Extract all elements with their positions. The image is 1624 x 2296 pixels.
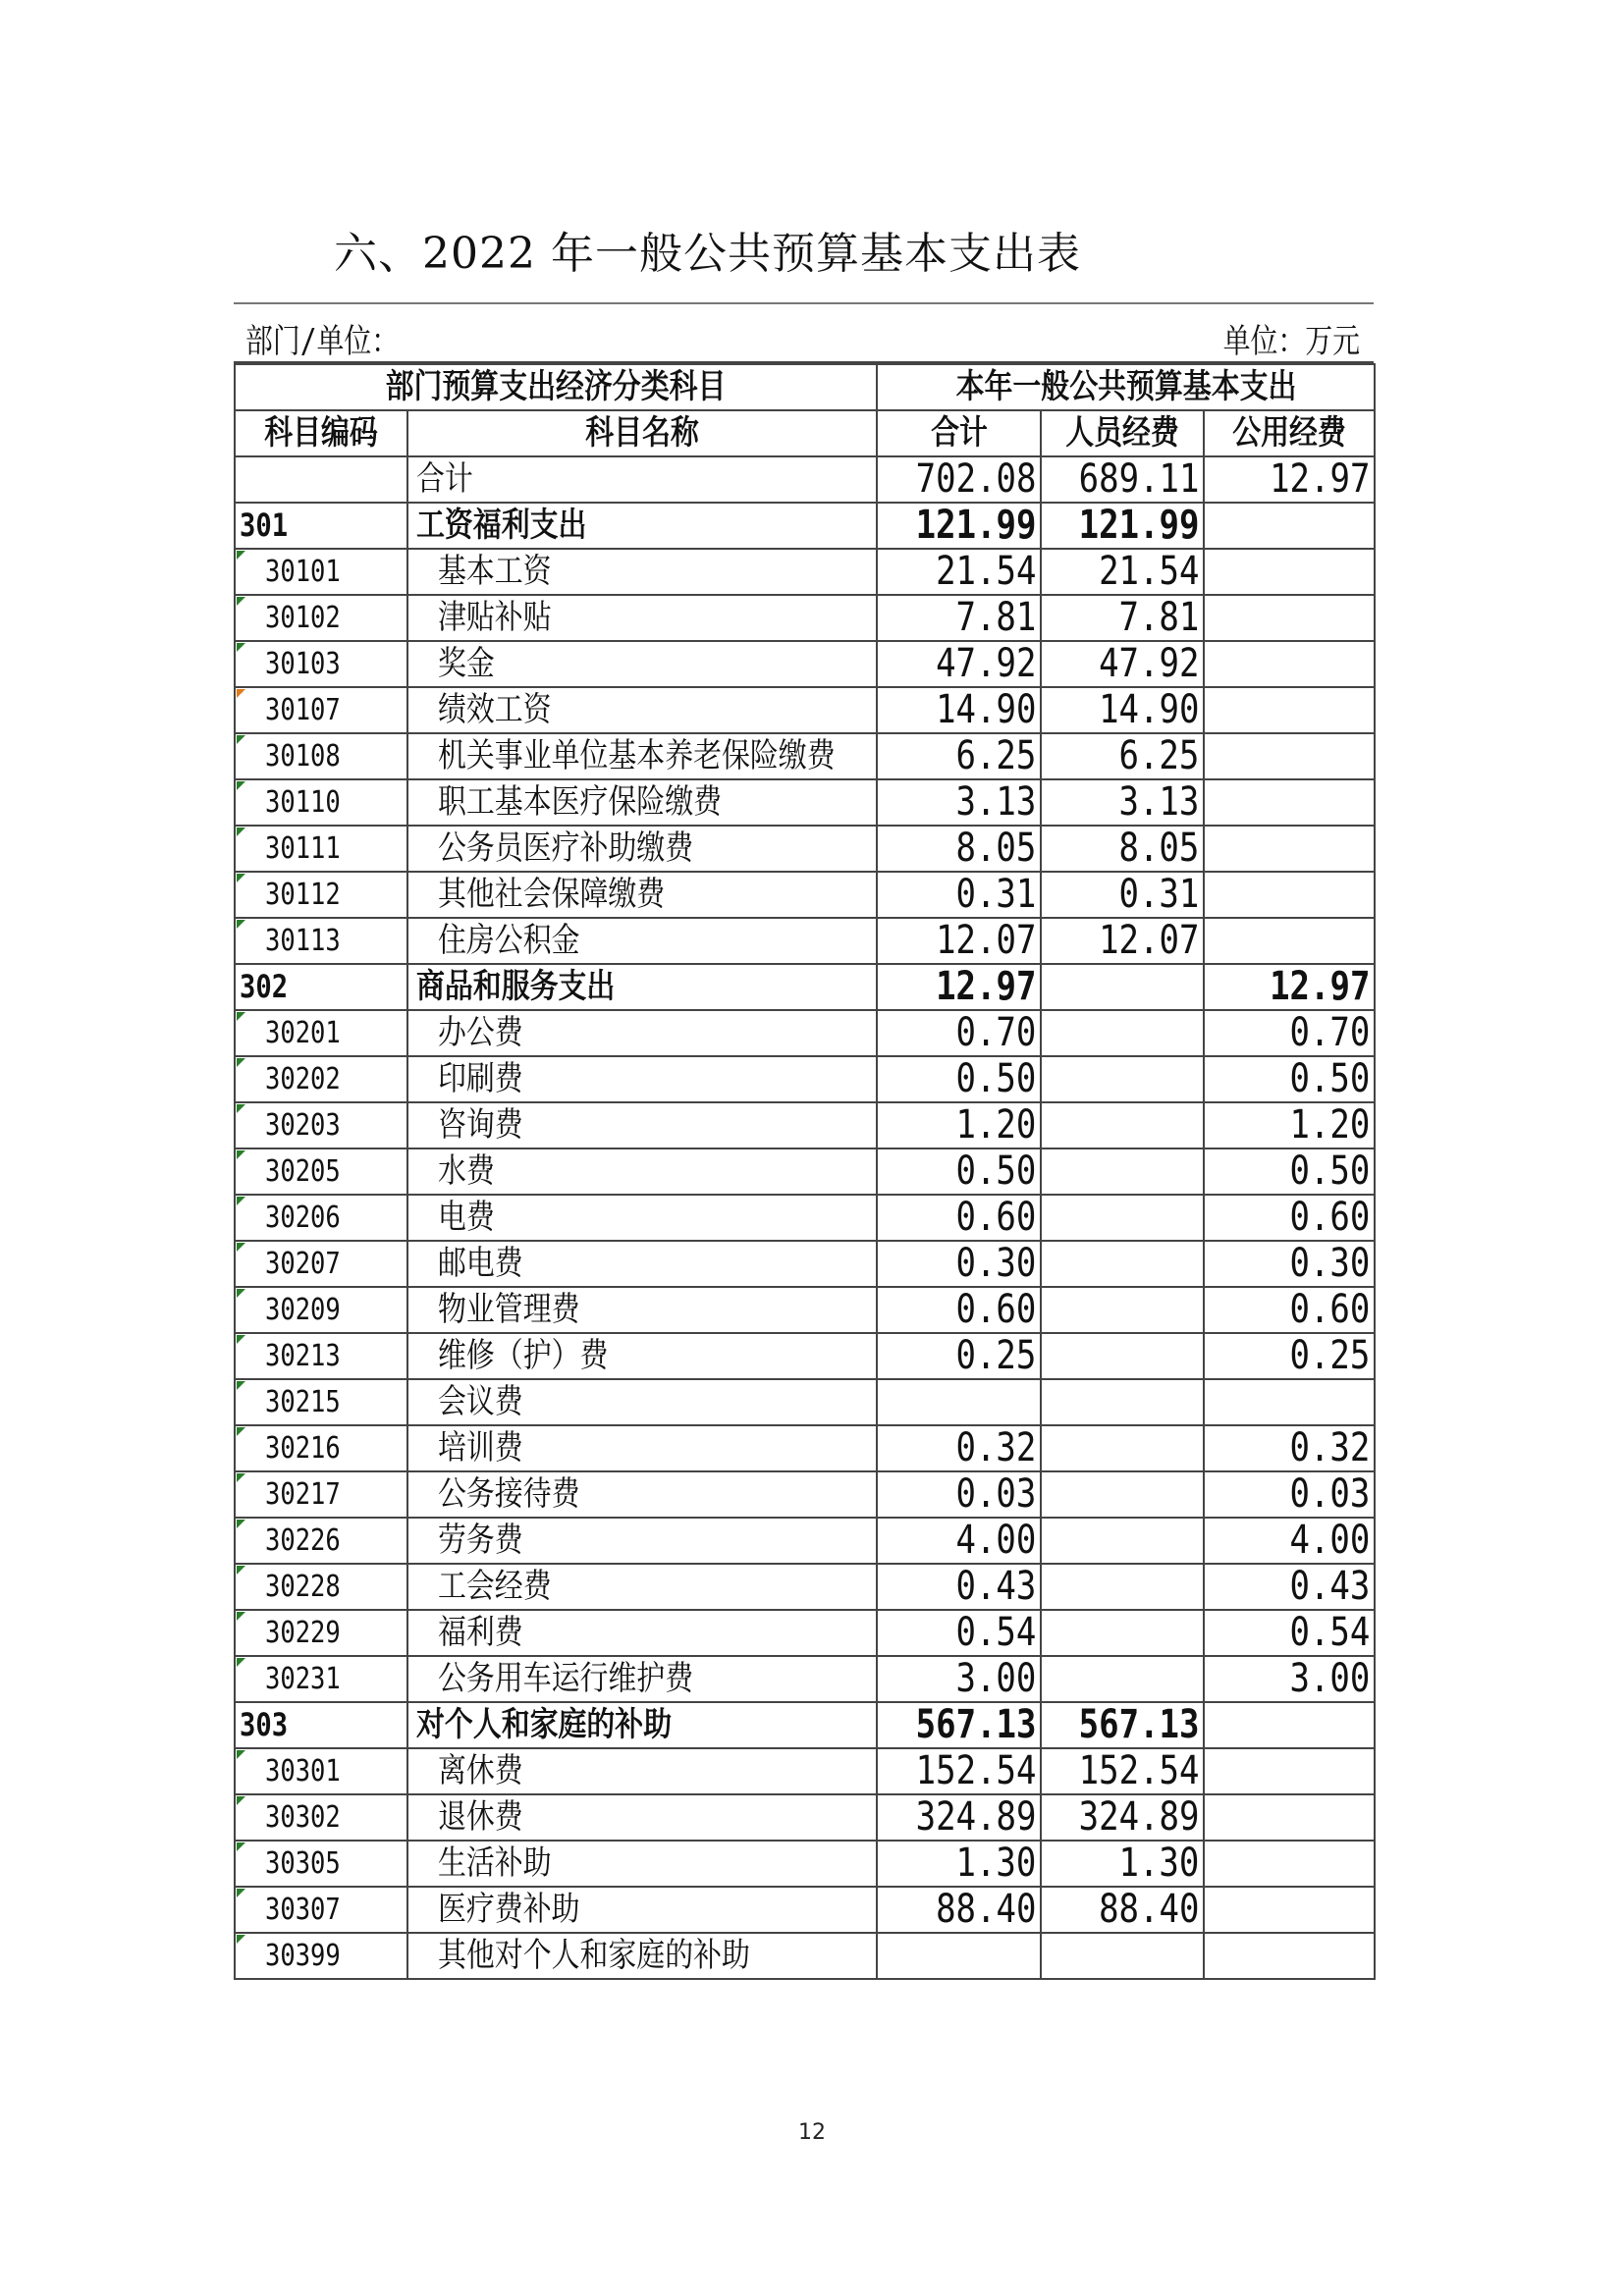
personnel-cell: 1.30 <box>1041 1841 1204 1887</box>
table-row <box>235 503 1375 549</box>
name-cell: 工资福利支出 <box>407 503 877 549</box>
public-cell: 0.43 <box>1204 1564 1375 1610</box>
name-cell: 商品和服务支出 <box>407 964 877 1010</box>
code-cell: 30102 <box>235 595 407 641</box>
public-cell: 0.32 <box>1204 1425 1375 1471</box>
cell-flag-icon <box>237 1750 245 1759</box>
table-row <box>235 779 1375 826</box>
code-cell: 30111 <box>235 826 407 872</box>
cell-flag-icon <box>237 1335 245 1344</box>
public-cell: 0.03 <box>1204 1471 1375 1518</box>
public-cell: 0.50 <box>1204 1148 1375 1195</box>
table-row <box>235 964 1375 1010</box>
public-cell <box>1204 1794 1375 1841</box>
public-cell <box>1204 1748 1375 1794</box>
cell-flag-icon <box>237 643 245 652</box>
table-row <box>235 687 1375 733</box>
table-row <box>235 1333 1375 1379</box>
cell-flag-icon <box>237 1289 245 1298</box>
cell-flag-icon <box>237 1796 245 1805</box>
total-cell: 0.54 <box>877 1610 1041 1656</box>
total-cell: 6.25 <box>877 733 1041 779</box>
cell-flag-icon <box>237 1197 245 1205</box>
table-row <box>235 1610 1375 1656</box>
personnel-cell: 21.54 <box>1041 549 1204 595</box>
code-cell: 30110 <box>235 779 407 826</box>
code-cell: 30107 <box>235 687 407 733</box>
total-cell: 14.90 <box>877 687 1041 733</box>
cell-flag-icon <box>237 1612 245 1621</box>
cell-flag-icon <box>237 1520 245 1528</box>
total-cell: 12.07 <box>877 918 1041 964</box>
code-cell: 30301 <box>235 1748 407 1794</box>
total-cell: 3.00 <box>877 1656 1041 1702</box>
cell-flag-icon <box>237 828 245 836</box>
cell-flag-icon <box>237 1381 245 1390</box>
name-cell: 离休费 <box>407 1748 877 1794</box>
header-total: 合计 <box>877 410 1041 456</box>
code-cell: 30207 <box>235 1241 407 1287</box>
total-cell: 47.92 <box>877 641 1041 687</box>
public-cell: 1.20 <box>1204 1102 1375 1148</box>
name-cell: 电费 <box>407 1195 877 1241</box>
total-cell: 3.13 <box>877 779 1041 826</box>
public-cell <box>1204 641 1375 687</box>
public-cell: 12.97 <box>1204 456 1375 503</box>
personnel-cell: 14.90 <box>1041 687 1204 733</box>
name-cell: 办公费 <box>407 1010 877 1056</box>
cell-flag-icon <box>237 735 245 744</box>
name-cell: 邮电费 <box>407 1241 877 1287</box>
cell-flag-icon <box>237 597 245 606</box>
code-cell: 302 <box>235 964 407 1010</box>
table-row <box>235 1887 1375 1933</box>
public-cell: 0.30 <box>1204 1241 1375 1287</box>
cell-flag-icon <box>237 1935 245 1944</box>
total-cell <box>877 1933 1041 1979</box>
personnel-cell <box>1041 1933 1204 1979</box>
code-cell: 30206 <box>235 1195 407 1241</box>
total-cell: 0.60 <box>877 1287 1041 1333</box>
code-cell: 30307 <box>235 1887 407 1933</box>
header-classification: 部门预算支出经济分类科目 <box>235 364 877 410</box>
name-cell: 基本工资 <box>407 549 877 595</box>
table-row <box>235 1056 1375 1102</box>
budget-sheet <box>234 302 1374 1980</box>
total-cell: 0.50 <box>877 1148 1041 1195</box>
public-cell <box>1204 826 1375 872</box>
personnel-cell: 152.54 <box>1041 1748 1204 1794</box>
code-cell: 30205 <box>235 1148 407 1195</box>
personnel-cell <box>1041 1656 1204 1702</box>
cell-flag-icon <box>237 874 245 882</box>
personnel-cell: 8.05 <box>1041 826 1204 872</box>
name-cell: 职工基本医疗保险缴费 <box>407 779 877 826</box>
name-cell: 会议费 <box>407 1379 877 1425</box>
table-row <box>235 1518 1375 1564</box>
unit-label: 单位：万元 <box>1222 322 1360 361</box>
table-row <box>235 549 1375 595</box>
personnel-cell: 121.99 <box>1041 503 1204 549</box>
public-cell <box>1204 1841 1375 1887</box>
table-row <box>235 1794 1375 1841</box>
cell-flag-icon <box>237 1473 245 1482</box>
code-cell: 30103 <box>235 641 407 687</box>
table-row <box>235 1933 1375 1979</box>
public-cell: 12.97 <box>1204 964 1375 1010</box>
name-cell: 维修（护）费 <box>407 1333 877 1379</box>
total-cell: 324.89 <box>877 1794 1041 1841</box>
public-cell: 0.60 <box>1204 1287 1375 1333</box>
cell-flag-icon <box>237 1427 245 1436</box>
table-row <box>235 456 1375 503</box>
public-cell <box>1204 1379 1375 1425</box>
code-cell: 30216 <box>235 1425 407 1471</box>
table-row <box>235 1425 1375 1471</box>
header-public: 公用经费 <box>1204 410 1375 456</box>
personnel-cell: 689.11 <box>1041 456 1204 503</box>
public-cell: 0.50 <box>1204 1056 1375 1102</box>
code-cell: 30108 <box>235 733 407 779</box>
code-cell: 30209 <box>235 1287 407 1333</box>
table-row <box>235 641 1375 687</box>
code-cell: 30112 <box>235 872 407 918</box>
total-cell: 0.25 <box>877 1333 1041 1379</box>
table-row <box>235 1010 1375 1056</box>
personnel-cell <box>1041 1287 1204 1333</box>
public-cell <box>1204 687 1375 733</box>
public-cell <box>1204 1933 1375 1979</box>
personnel-cell: 88.40 <box>1041 1887 1204 1933</box>
code-cell: 30229 <box>235 1610 407 1656</box>
cell-flag-icon <box>237 1150 245 1159</box>
total-cell: 0.03 <box>877 1471 1041 1518</box>
total-cell: 0.50 <box>877 1056 1041 1102</box>
code-cell: 30217 <box>235 1471 407 1518</box>
total-cell: 567.13 <box>877 1702 1041 1748</box>
personnel-cell <box>1041 1010 1204 1056</box>
personnel-cell <box>1041 1148 1204 1195</box>
cell-flag-icon <box>237 1566 245 1575</box>
table-row <box>235 1656 1375 1702</box>
name-cell: 公务员医疗补助缴费 <box>407 826 877 872</box>
total-cell: 0.43 <box>877 1564 1041 1610</box>
personnel-cell: 47.92 <box>1041 641 1204 687</box>
personnel-cell: 6.25 <box>1041 733 1204 779</box>
code-cell: 30201 <box>235 1010 407 1056</box>
table-row <box>235 733 1375 779</box>
expenditure-table <box>234 363 1376 1980</box>
name-cell: 其他对个人和家庭的补助 <box>407 1933 877 1979</box>
name-cell: 医疗费补助 <box>407 1887 877 1933</box>
header-name: 科目名称 <box>407 410 877 456</box>
cell-flag-icon <box>237 1058 245 1067</box>
name-cell: 奖金 <box>407 641 877 687</box>
code-cell: 30113 <box>235 918 407 964</box>
total-cell: 21.54 <box>877 549 1041 595</box>
public-cell: 4.00 <box>1204 1518 1375 1564</box>
cell-flag-icon <box>237 1842 245 1851</box>
table-row <box>235 826 1375 872</box>
code-cell <box>235 456 407 503</box>
personnel-cell <box>1041 1056 1204 1102</box>
sheet-meta-row <box>234 302 1374 363</box>
cell-flag-icon <box>237 1889 245 1897</box>
public-cell: 0.60 <box>1204 1195 1375 1241</box>
cell-flag-icon <box>237 551 245 560</box>
public-cell: 0.54 <box>1204 1610 1375 1656</box>
personnel-cell: 12.07 <box>1041 918 1204 964</box>
department-label: 部门/单位： <box>245 322 400 361</box>
name-cell: 退休费 <box>407 1794 877 1841</box>
name-cell: 水费 <box>407 1148 877 1195</box>
name-cell: 住房公积金 <box>407 918 877 964</box>
name-cell: 合计 <box>407 456 877 503</box>
total-cell: 0.60 <box>877 1195 1041 1241</box>
cell-flag-icon <box>237 1012 245 1021</box>
public-cell <box>1204 595 1375 641</box>
personnel-cell: 7.81 <box>1041 595 1204 641</box>
public-cell <box>1204 918 1375 964</box>
table-row <box>235 1241 1375 1287</box>
total-cell: 0.31 <box>877 872 1041 918</box>
personnel-cell <box>1041 1425 1204 1471</box>
name-cell: 机关事业单位基本养老保险缴费 <box>407 733 877 779</box>
name-cell: 福利费 <box>407 1610 877 1656</box>
cell-flag-icon <box>237 781 245 790</box>
cell-flag-icon <box>237 1104 245 1113</box>
code-cell: 30203 <box>235 1102 407 1148</box>
total-cell: 12.97 <box>877 964 1041 1010</box>
public-cell: 3.00 <box>1204 1656 1375 1702</box>
personnel-cell <box>1041 1610 1204 1656</box>
table-row <box>235 595 1375 641</box>
total-cell: 0.70 <box>877 1010 1041 1056</box>
name-cell: 培训费 <box>407 1425 877 1471</box>
table-row <box>235 872 1375 918</box>
name-cell: 绩效工资 <box>407 687 877 733</box>
table-row <box>235 1102 1375 1148</box>
public-cell <box>1204 1702 1375 1748</box>
table-row <box>235 1195 1375 1241</box>
name-cell: 其他社会保障缴费 <box>407 872 877 918</box>
table-row <box>235 1379 1375 1425</box>
personnel-cell <box>1041 964 1204 1010</box>
code-cell: 303 <box>235 1702 407 1748</box>
public-cell <box>1204 1887 1375 1933</box>
personnel-cell: 324.89 <box>1041 1794 1204 1841</box>
personnel-cell <box>1041 1195 1204 1241</box>
public-cell <box>1204 779 1375 826</box>
public-cell <box>1204 733 1375 779</box>
header-personnel: 人员经费 <box>1041 410 1204 456</box>
table-row <box>235 1471 1375 1518</box>
public-cell <box>1204 503 1375 549</box>
personnel-cell: 567.13 <box>1041 1702 1204 1748</box>
total-cell <box>877 1379 1041 1425</box>
cell-flag-icon <box>237 1658 245 1667</box>
public-cell: 0.25 <box>1204 1333 1375 1379</box>
page-title: 六、2022 年一般公共预算基本支出表 <box>334 229 1081 279</box>
cell-flag-icon <box>237 1243 245 1252</box>
total-cell: 7.81 <box>877 595 1041 641</box>
table-row <box>235 1148 1375 1195</box>
table-row <box>235 918 1375 964</box>
personnel-cell <box>1041 1241 1204 1287</box>
total-cell: 4.00 <box>877 1518 1041 1564</box>
table-row <box>235 1748 1375 1794</box>
table-row <box>235 1287 1375 1333</box>
code-cell: 30302 <box>235 1794 407 1841</box>
code-cell: 30231 <box>235 1656 407 1702</box>
personnel-cell <box>1041 1379 1204 1425</box>
personnel-cell <box>1041 1471 1204 1518</box>
name-cell: 工会经费 <box>407 1564 877 1610</box>
page-number: 12 <box>798 2120 826 2145</box>
name-cell: 咨询费 <box>407 1102 877 1148</box>
total-cell: 88.40 <box>877 1887 1041 1933</box>
code-cell: 301 <box>235 503 407 549</box>
name-cell: 公务用车运行维护费 <box>407 1656 877 1702</box>
total-cell: 0.30 <box>877 1241 1041 1287</box>
header-row-columns <box>235 410 1375 456</box>
name-cell: 公务接待费 <box>407 1471 877 1518</box>
table-row <box>235 1841 1375 1887</box>
name-cell: 物业管理费 <box>407 1287 877 1333</box>
total-cell: 152.54 <box>877 1748 1041 1794</box>
public-cell <box>1204 549 1375 595</box>
code-cell: 30101 <box>235 549 407 595</box>
total-cell: 8.05 <box>877 826 1041 872</box>
code-cell: 30228 <box>235 1564 407 1610</box>
name-cell: 劳务费 <box>407 1518 877 1564</box>
total-cell: 1.30 <box>877 1841 1041 1887</box>
code-cell: 30213 <box>235 1333 407 1379</box>
header-code: 科目编码 <box>235 410 407 456</box>
total-cell: 702.08 <box>877 456 1041 503</box>
name-cell: 生活补助 <box>407 1841 877 1887</box>
total-cell: 0.32 <box>877 1425 1041 1471</box>
total-cell: 1.20 <box>877 1102 1041 1148</box>
code-cell: 30215 <box>235 1379 407 1425</box>
public-cell: 0.70 <box>1204 1010 1375 1056</box>
personnel-cell: 0.31 <box>1041 872 1204 918</box>
table-row <box>235 1564 1375 1610</box>
cell-flag-icon <box>237 689 245 698</box>
public-cell <box>1204 872 1375 918</box>
personnel-cell <box>1041 1102 1204 1148</box>
personnel-cell <box>1041 1333 1204 1379</box>
name-cell: 印刷费 <box>407 1056 877 1102</box>
header-basic-expenditure: 本年一般公共预算基本支出 <box>877 364 1375 410</box>
name-cell: 对个人和家庭的补助 <box>407 1702 877 1748</box>
cell-flag-icon <box>237 920 245 929</box>
code-cell: 30305 <box>235 1841 407 1887</box>
personnel-cell: 3.13 <box>1041 779 1204 826</box>
personnel-cell <box>1041 1564 1204 1610</box>
name-cell: 津贴补贴 <box>407 595 877 641</box>
header-row-group <box>235 364 1375 410</box>
code-cell: 30399 <box>235 1933 407 1979</box>
personnel-cell <box>1041 1518 1204 1564</box>
table-row <box>235 1702 1375 1748</box>
code-cell: 30202 <box>235 1056 407 1102</box>
total-cell: 121.99 <box>877 503 1041 549</box>
code-cell: 30226 <box>235 1518 407 1564</box>
